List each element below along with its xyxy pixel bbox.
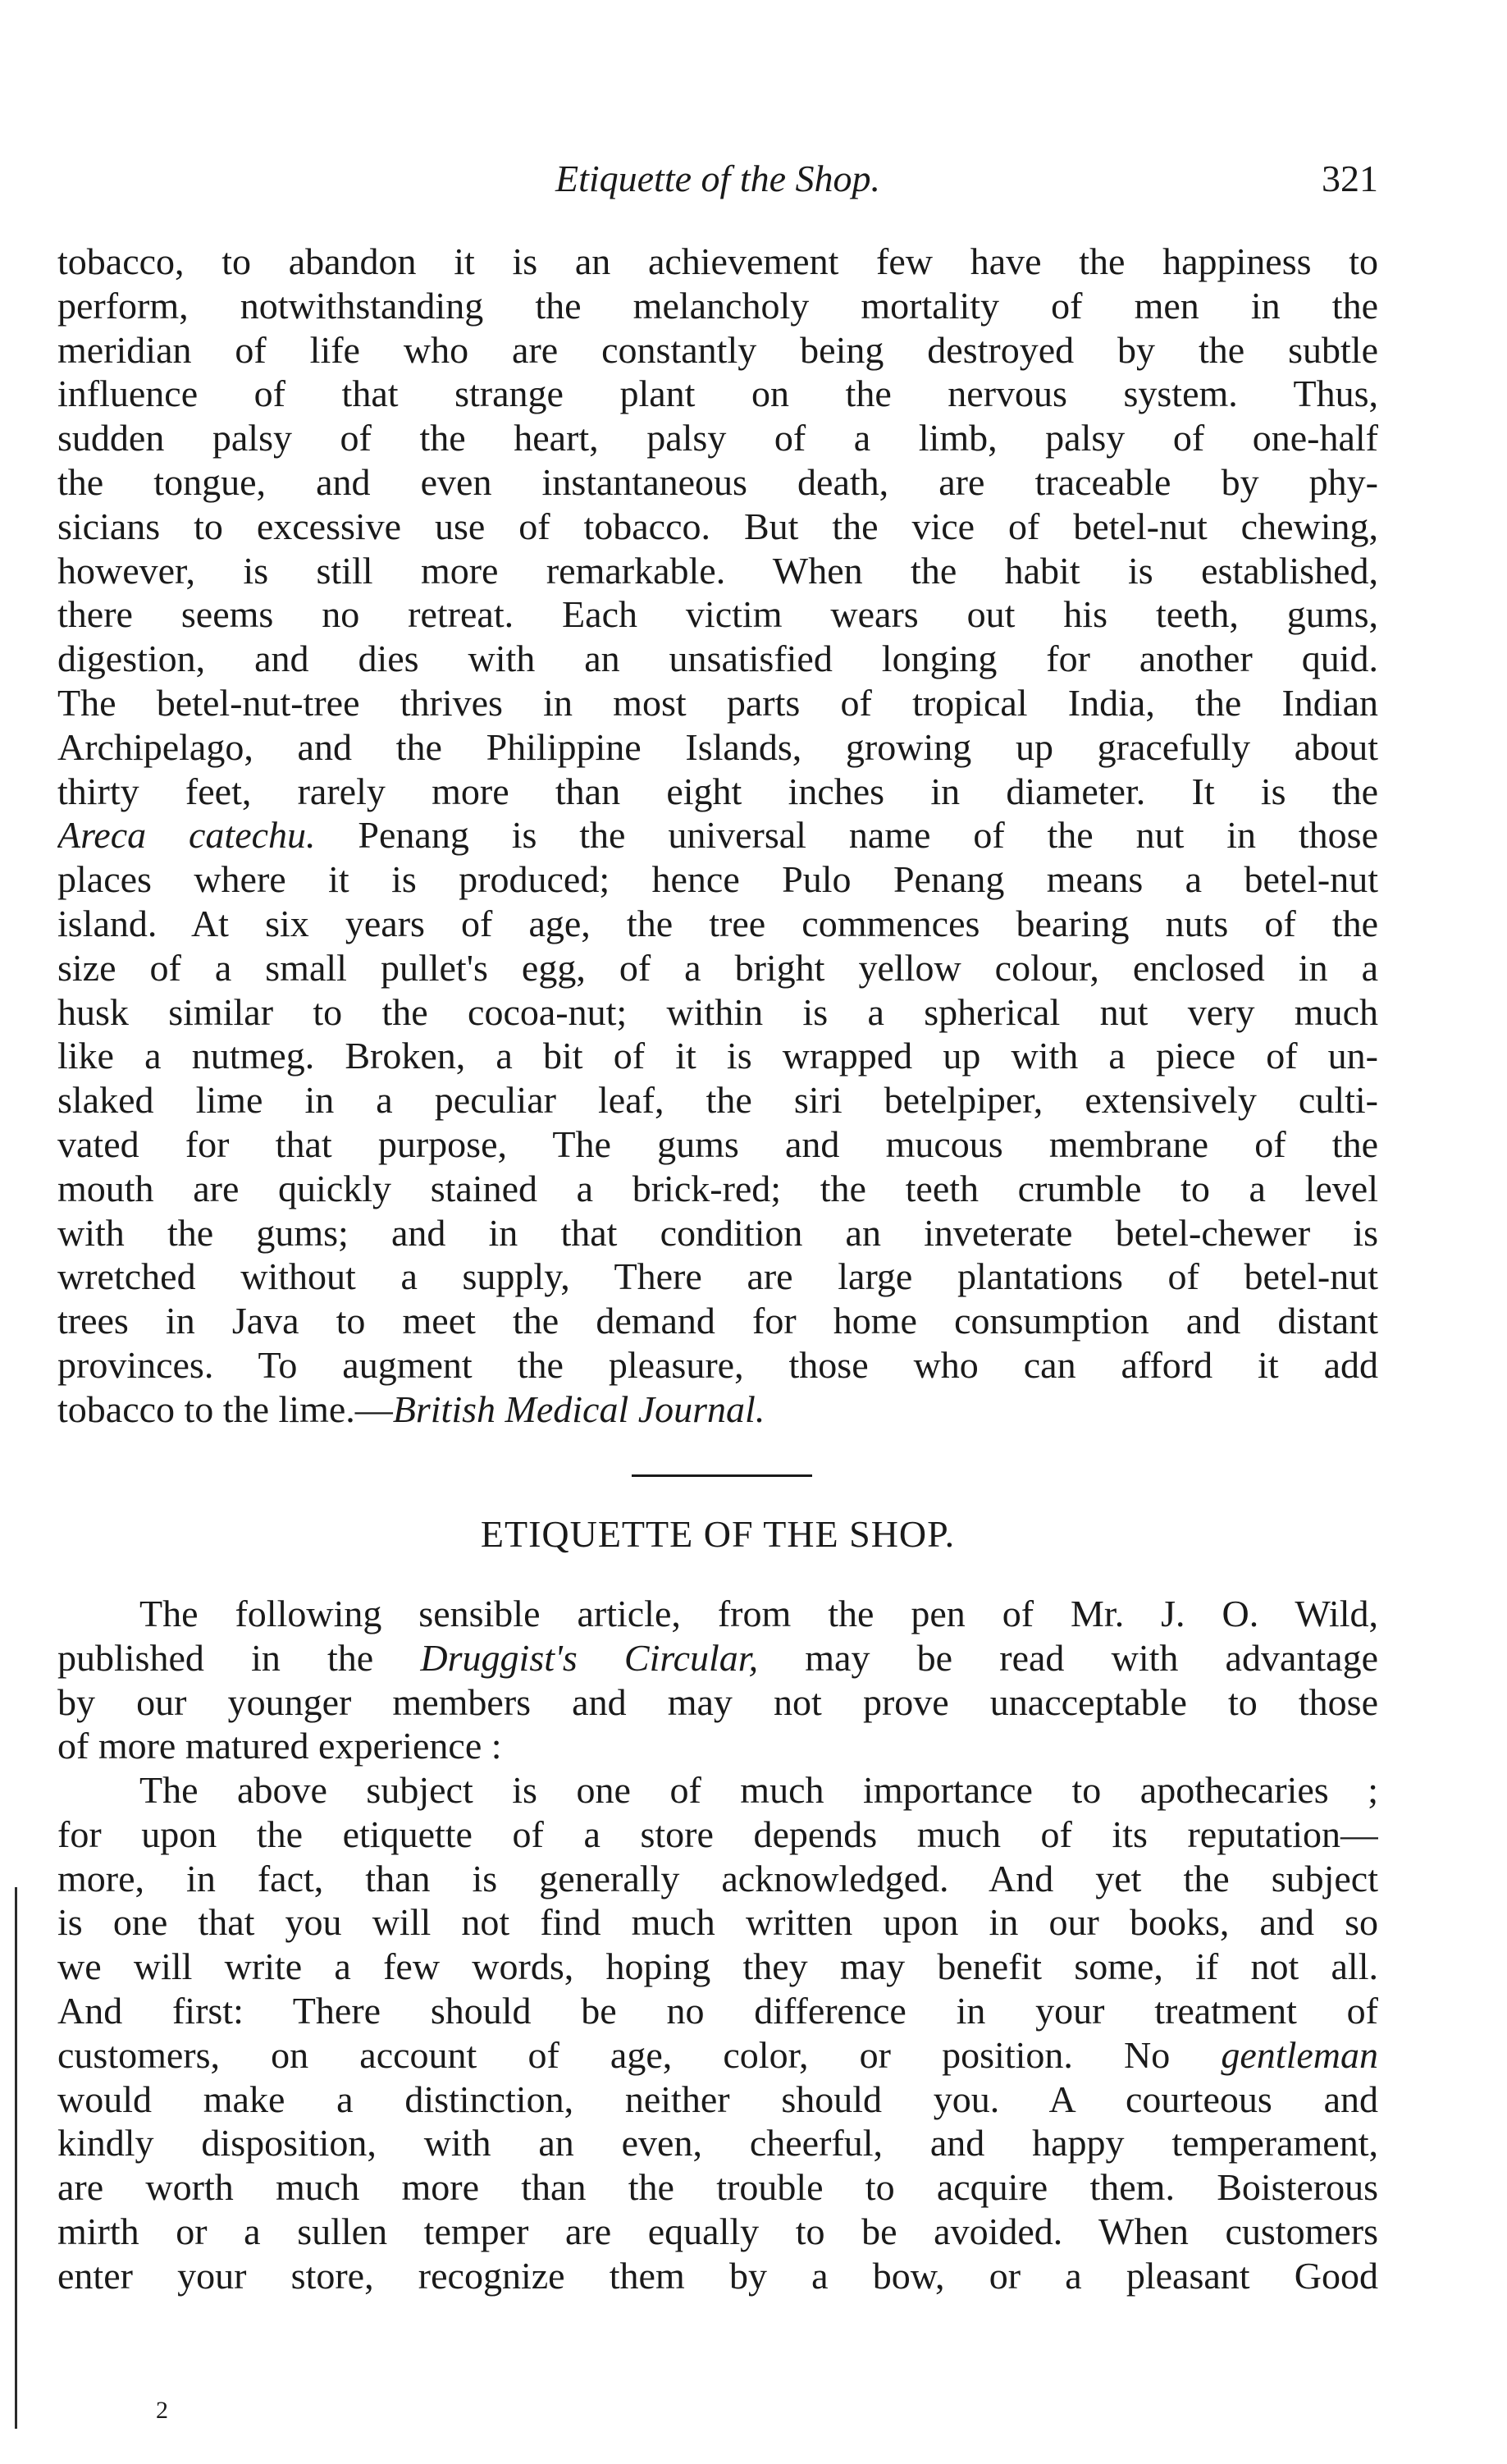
text-run: meridian of life who are constantly being destroyed by the subtle xyxy=(57,328,1378,371)
text-run: sicians to excessive use of tobacco. But the vice of betel-nut chewing, xyxy=(57,505,1378,547)
text-run: like a nutmeg. Broken, a bit of it is wrapped up with a piece of un- xyxy=(57,1035,1378,1077)
text-run: provinces. To augment the pleasure, those who can afford it add xyxy=(57,1343,1378,1386)
text-line xyxy=(57,2210,1378,2254)
text-run: The betel-nut-tree thrives in most parts of tropical India, the Indian xyxy=(57,681,1378,724)
text-line xyxy=(57,1592,1378,1636)
text-run: the tongue, and even instantaneous death, are traceable by phy- xyxy=(57,460,1378,503)
text-run: kindly disposition, with an even, cheerful, and happy temperament, xyxy=(57,2122,1378,2165)
text-line xyxy=(57,505,1378,549)
text-run: thirty feet, rarely more than eight inches in diameter. It is the xyxy=(57,770,1378,812)
text-line xyxy=(57,2078,1378,2122)
text-line xyxy=(57,1989,1378,2033)
text-line xyxy=(57,284,1378,328)
text-line xyxy=(57,2033,1378,2078)
text-line xyxy=(57,1724,1378,1768)
text-run: mirth or a sullen temper are equally to be avoided. When customers xyxy=(57,2210,1378,2252)
text-run: may be read with advantage xyxy=(758,1636,1378,1679)
text-line xyxy=(57,637,1378,681)
text-run: however, is still more remarkable. When the habit is established, xyxy=(57,549,1378,592)
article-etiquette-intro xyxy=(57,1592,1378,1768)
text-line xyxy=(57,592,1378,637)
text-line xyxy=(57,1167,1378,1211)
text-line xyxy=(57,1768,1378,1813)
page-number: 321 xyxy=(1322,158,1378,199)
text-run: size of a small pullet's egg, of a bright yellow colour, enclosed in a xyxy=(57,946,1378,989)
text-line xyxy=(57,2254,1378,2298)
binding-edge-line xyxy=(15,1887,17,2429)
text-line xyxy=(57,416,1378,460)
text-run: there seems no retreat. Each victim wears out his teeth, gums, xyxy=(57,593,1378,636)
italic-species-name: Areca catechu. xyxy=(57,814,316,857)
text-run: with the gums; and in that condition an inveterate betel-chewer is xyxy=(57,1211,1378,1254)
text-run: husk similar to the cocoa-nut; within is a spherical nut very much xyxy=(57,990,1378,1033)
italic-publication-title: Druggist's Circular, xyxy=(420,1636,759,1679)
text-run: Archipelago, and the Philippine Islands, growing up gracefully about xyxy=(57,725,1378,768)
text-run: And first: There should be no difference in your treatment of xyxy=(57,1989,1378,2032)
text-line xyxy=(57,1211,1378,1255)
text-line xyxy=(57,2121,1378,2165)
text-run: we will write a few words, hoping they may benefit some, if not all. xyxy=(57,1945,1378,1988)
text-run: wretched without a supply, There are large plantations of betel-nut xyxy=(57,1255,1378,1298)
text-line xyxy=(57,1034,1378,1078)
text-run: digestion, and dies with an unsatisfied longing for another quid. xyxy=(57,638,1378,680)
text-line xyxy=(57,902,1378,946)
text-line xyxy=(57,1078,1378,1122)
text-line xyxy=(57,725,1378,770)
text-run: slaked lime in a peculiar leaf, the siri betelpiper, extensively culti- xyxy=(57,1079,1378,1122)
text-run: sudden palsy of the heart, palsy of a limb, palsy of one-half xyxy=(57,417,1378,459)
text-run: for upon the etiquette of a store depends much of its reputation— xyxy=(57,1813,1378,1855)
text-run: are worth much more than the trouble to acquire them. Boisterous xyxy=(57,2166,1378,2209)
text-line xyxy=(57,946,1378,990)
text-line xyxy=(57,1122,1378,1167)
text-line xyxy=(57,1343,1378,1387)
text-run: places where it is produced; hence Pulo Penang means a betel-nut xyxy=(57,858,1378,901)
section-heading: ETIQUETTE OF THE SHOP. xyxy=(480,1513,956,1555)
text-run: The above subject is one of much importance to apothecaries ; xyxy=(139,1769,1378,1811)
text-line xyxy=(57,372,1378,416)
italic-emphasis: gentleman xyxy=(1221,2033,1378,2076)
text-line xyxy=(57,328,1378,373)
text-line xyxy=(57,1945,1378,1989)
text-run: Penang is the universal name of the nut in those xyxy=(315,814,1378,857)
text-run: customers, on account of age, color, or position. No xyxy=(57,2033,1222,2076)
text-line xyxy=(57,1255,1378,1299)
text-line xyxy=(57,460,1378,505)
italic-source-citation: British Medical Journal. xyxy=(392,1387,765,1430)
running-head xyxy=(57,154,1378,203)
running-title: Etiquette of the Shop. xyxy=(555,158,881,199)
text-line xyxy=(57,240,1378,284)
text-line xyxy=(57,1636,1378,1680)
text-run: trees in Java to meet the demand for home consumption and distant xyxy=(57,1300,1378,1342)
text-run: published in the xyxy=(57,1636,421,1679)
text-line xyxy=(57,681,1378,725)
text-line xyxy=(57,1299,1378,1343)
text-run: tobacco to the lime.— xyxy=(57,1387,393,1430)
text-run: influence of that strange plant on the nervous system. Thus, xyxy=(57,373,1378,415)
text-run: of more matured experience : xyxy=(57,1725,502,1767)
text-run: tobacco, to abandon it is an achievement few have the happiness to xyxy=(57,240,1378,282)
text-run: mouth are quickly stained a brick-red; the teeth crumble to a level xyxy=(57,1167,1378,1209)
text-run: would make a distinction, neither should you. A courteous and xyxy=(57,2078,1378,2120)
text-line xyxy=(57,857,1378,902)
text-line xyxy=(57,813,1378,857)
text-run: is one that you will not find much written upon in our books, and so xyxy=(57,1901,1378,1944)
text-run: vated for that purpose, The gums and mucous membrane of the xyxy=(57,1122,1378,1165)
text-run: island. At six years of age, the tree commences bearing nuts of the xyxy=(57,902,1378,944)
text-run: perform, notwithstanding the melancholy mortality of men in the xyxy=(57,284,1378,327)
text-line xyxy=(57,1857,1378,1901)
text-line xyxy=(57,1680,1378,1725)
text-line xyxy=(57,1387,1378,1432)
text-line xyxy=(57,1900,1378,1945)
text-run: enter your store, recognize them by a bow, or a pleasant Good xyxy=(57,2254,1378,2297)
article-etiquette-body xyxy=(57,1768,1378,2298)
text-line xyxy=(57,2165,1378,2210)
text-run: more, in fact, than is generally acknowledged. And yet the subject xyxy=(57,1857,1378,1899)
signature-mark: 2 xyxy=(156,2397,168,2424)
text-run: by our younger members and may not prove unacceptable to those xyxy=(57,1680,1378,1723)
text-line xyxy=(57,770,1378,814)
text-run: The following sensible article, from the pen of Mr. J. O. Wild, xyxy=(139,1593,1378,1634)
section-divider-rule xyxy=(632,1474,812,1477)
text-line xyxy=(57,549,1378,593)
article-tobacco-betel xyxy=(57,240,1378,1432)
text-line xyxy=(57,990,1378,1035)
text-line xyxy=(57,1813,1378,1857)
